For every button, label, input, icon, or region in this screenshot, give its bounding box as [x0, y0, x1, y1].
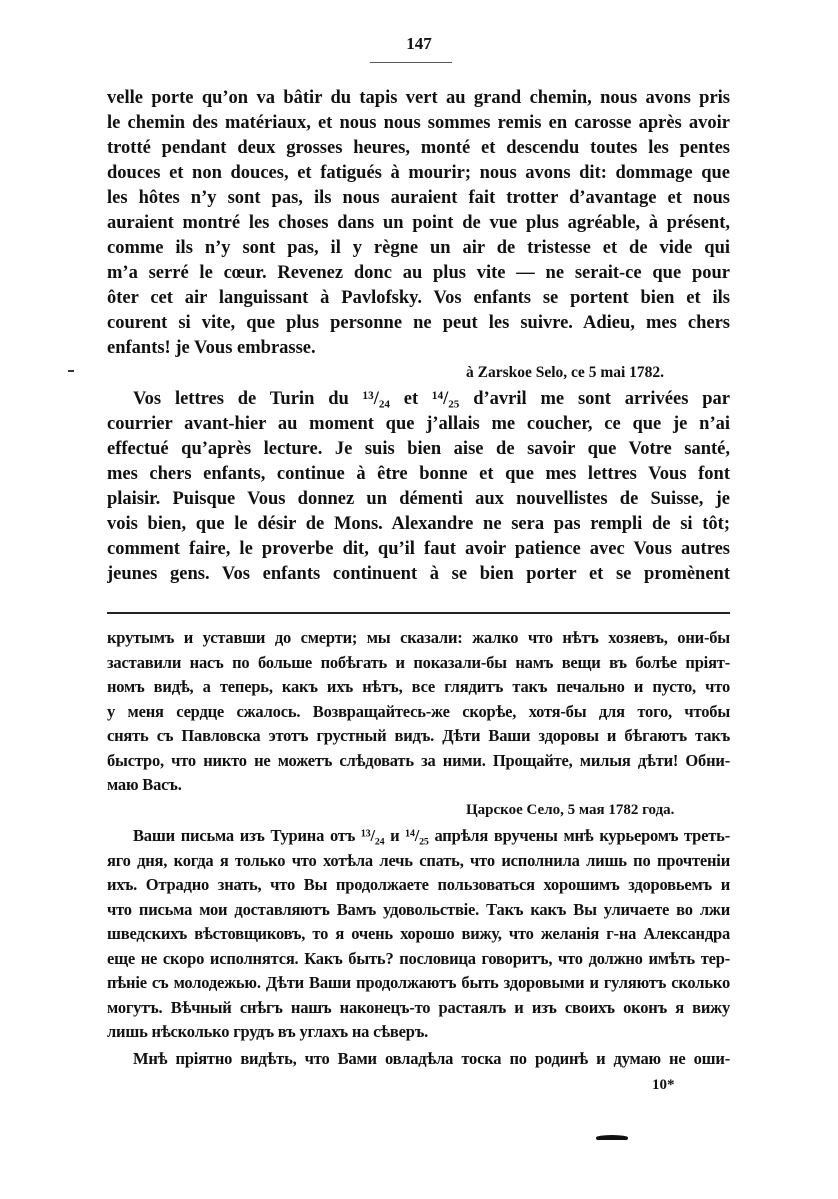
text-line: заставили насъ по больше побѣгать и показали-бы намъ вещи въ болѣе пріят-	[107, 652, 730, 672]
text-line: Мнѣ пріятно видѣть, что Вами овладѣла тоска по родинѣ и думаю не оши-	[133, 1049, 730, 1068]
french-paragraph-1	[107, 86, 730, 361]
russian-date-line: Царское Село, 5 мая 1782 года.	[466, 802, 675, 818]
text-line: comment faire, le proverbe dit, qu’il faut avoir patience avec Vous autres	[107, 539, 730, 559]
text-line: courent si vite, que plus personne ne peut les suivre. Adieu, mes chers	[107, 313, 730, 333]
russian-paragraph-2	[107, 824, 730, 1045]
text-line: m’a serré le cœur. Revenez donc au plus vite — ne serait-ce que pour	[107, 263, 730, 283]
text-line: что письма мои доставляютъ Вамъ удовольствіе. Такъ какъ Вы уличаете во лжи	[107, 899, 730, 919]
text-line: лишь нѣсколько грудъ въ углахъ на сѣверъ.	[107, 1022, 429, 1041]
russian-paragraph-3	[107, 1047, 730, 1072]
text-line: le chemin des matériaux, et nous nous sommes remis en carosse après avoir	[107, 113, 730, 133]
text-line: jeunes gens. Vos enfants continuent à se bien porter et se promènent	[107, 564, 730, 584]
text-line: Ваши письма изъ Турина отъ ¹³/₂₄ и ¹⁴/₂₅ апрѣля вручены мнѣ курьеромъ треть-	[133, 826, 730, 845]
text-line: яго дня, когда я только что хотѣла лечь спать, что исполнила лишь по прочтеніи	[107, 850, 730, 870]
text-line: Vos lettres de Turin du ¹³/₂₄ et ¹⁴/₂₅ d’avril me sont arrivées par	[133, 389, 730, 409]
ink-blot	[596, 1135, 628, 1140]
page-number: 147	[406, 34, 432, 53]
text-line: mes chers enfants, continue à être bonne et que mes lettres Vous font	[107, 464, 730, 484]
text-line: крутымъ и уставши до смерти; мы сказали: жалко что нѣтъ хозяевъ, они-бы	[107, 628, 730, 647]
text-line: trotté pendant deux grosses heures, monté et descendu toutes les pentes	[107, 138, 730, 158]
page-number-rule	[370, 62, 452, 63]
text-line: douces et non douces, et fatigués à mourir; nous avons dit: dommage que	[107, 163, 730, 183]
margin-mark	[68, 370, 74, 372]
text-line: номъ видѣ, а теперь, какъ ихъ нѣтъ, все глядитъ такъ печально и пусто, что	[107, 677, 730, 696]
russian-paragraph-1	[107, 626, 730, 798]
text-line: снять съ Павловска этотъ грустный видъ. Дѣти Ваши здоровы и бѣгаютъ такъ	[107, 726, 730, 745]
text-line: courrier avant-hier au moment que j’allais me coucher, ce que je n’ai	[107, 414, 730, 434]
signature-mark: 10*	[652, 1077, 675, 1093]
text-line: шведскихъ вѣстовщиковъ, то я очень хорошо вижу, что желанія г-на Александра	[107, 924, 730, 943]
text-line: les hôtes n’y sont pas, ils nous auraient fait trotter d’avantage et nous	[107, 188, 730, 208]
text-line: могутъ. Вѣчный снѣгъ нашъ наконецъ-то растаялъ и изъ своихъ оконъ я вижу	[107, 997, 730, 1017]
section-divider	[107, 612, 730, 614]
text-line: velle porte qu’on va bâtir du tapis vert au grand chemin, nous avons pris	[107, 88, 730, 108]
text-line: быстро, что никто не можетъ слѣдовать за ними. Прощайте, милыя дѣти! Обни-	[107, 750, 730, 770]
text-line: еще не скоро исполнятся. Какъ быть? пословица говоритъ, что должно имѣть тер-	[107, 948, 730, 968]
text-line: vois bien, que le désir de Mons. Alexandre ne sera pas rempli de si tôt;	[107, 514, 730, 534]
text-line: у меня сердце сжалось. Возвращайтесь-же скорѣе, хотя-бы для того, чтобы	[107, 701, 730, 721]
text-line: auraient montré les choses dans un point de vue plus agréable, à présent,	[107, 213, 730, 233]
text-line: comme ils n’y sont pas, il y règne un air de tristesse et de vide qui	[107, 238, 730, 258]
french-date-line: à Zarskoe Selo, ce 5 mai 1782.	[466, 364, 665, 381]
text-line: effectué qu’après lecture. Je suis bien aise de savoir que Votre santé,	[107, 439, 730, 459]
french-paragraph-2	[107, 387, 730, 587]
text-line: plaisir. Puisque Vous donnez un démenti aux nouvellistes de Suisse, je	[107, 489, 730, 509]
text-line: enfants! je Vous embrasse.	[107, 338, 316, 358]
text-line: маю Васъ.	[107, 775, 182, 794]
text-line: ôter cet air languissant à Pavlofsky. Vos enfants se portent bien et ils	[107, 288, 730, 308]
text-line: ихъ. Отрадно знать, что Вы продолжаете пользоваться хорошимъ здоровьемъ и	[107, 875, 730, 894]
text-line: пѣніе съ молодежью. Дѣти Ваши продолжаютъ быть здоровыми и гуляютъ сколько	[107, 973, 730, 992]
